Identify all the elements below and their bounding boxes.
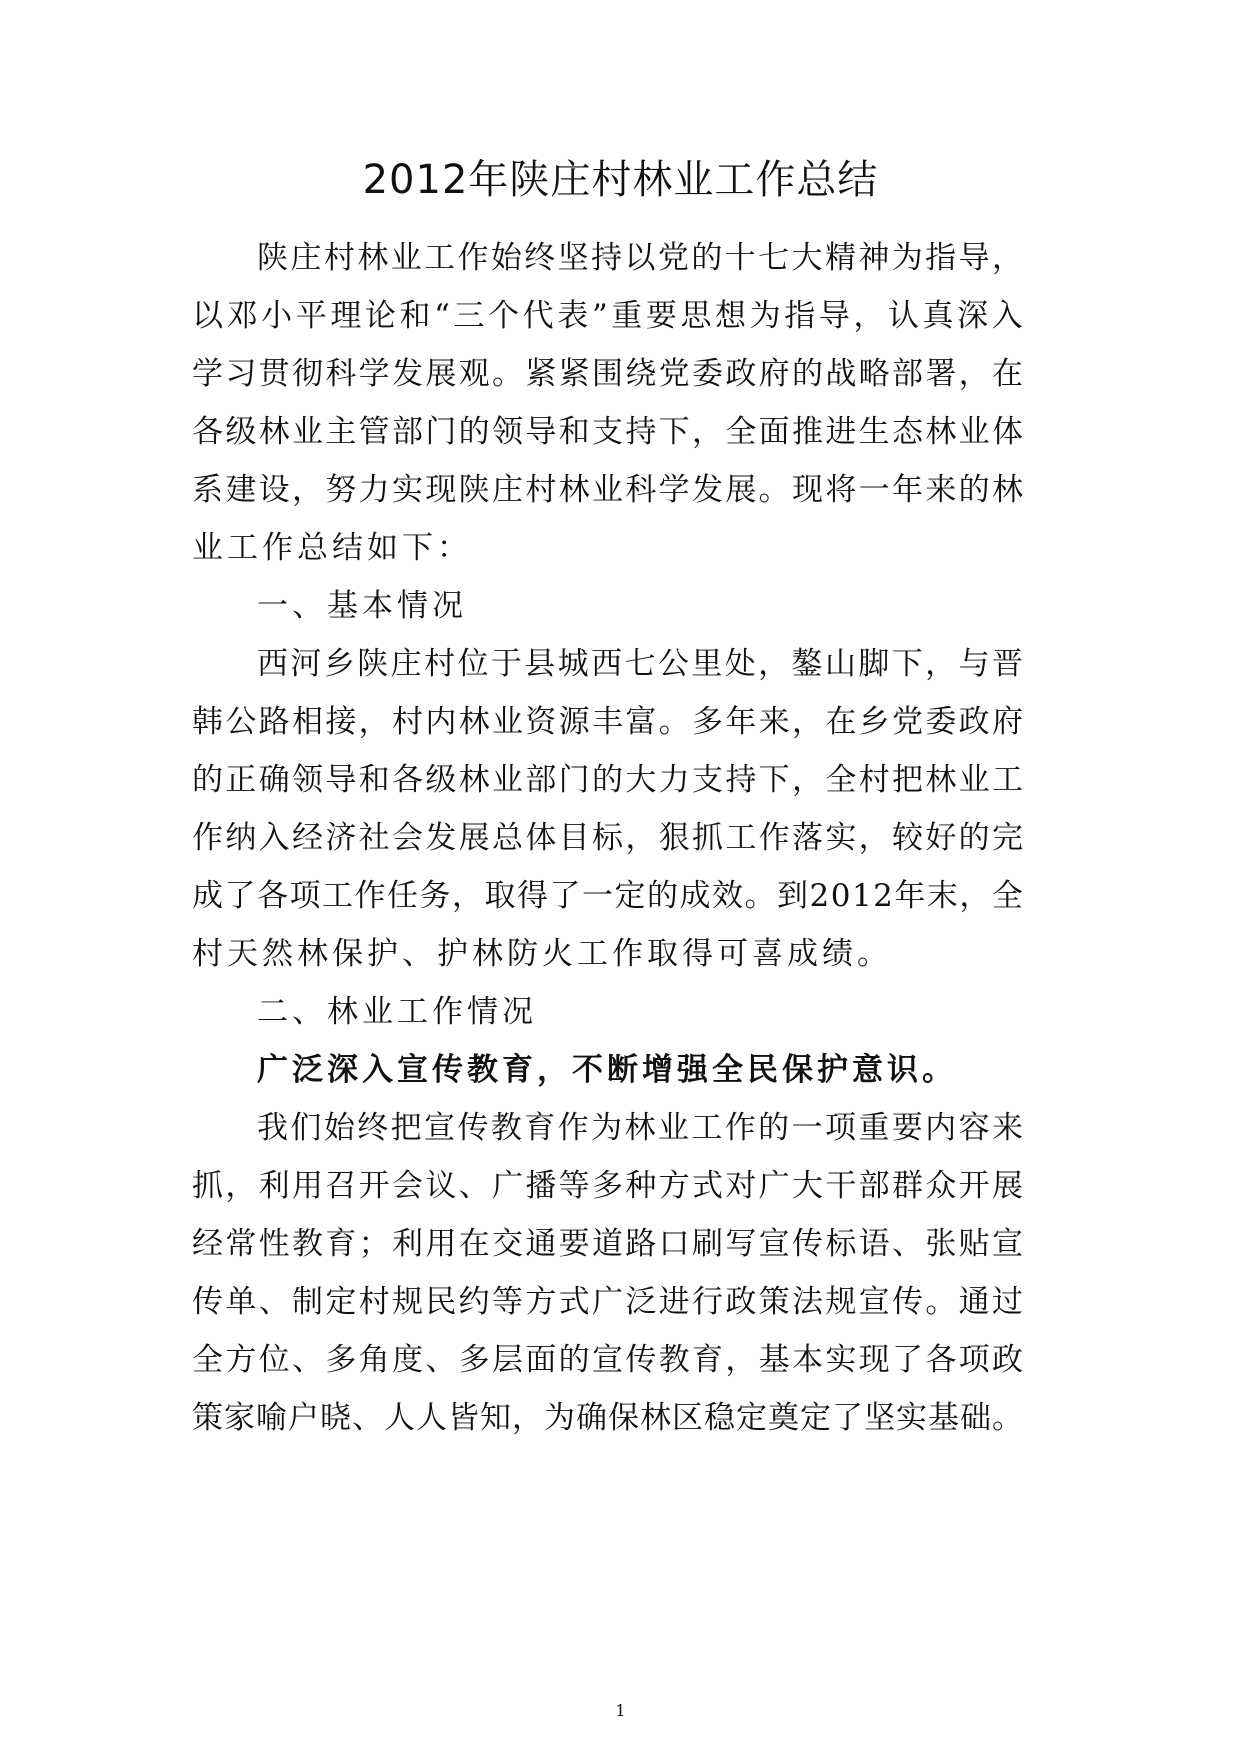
text-line: 的正确领导和各级林业部门的大力支持下，全村把林业工 xyxy=(192,762,1026,798)
text-line: 西河乡陕庄村位于县城西七公里处，鏊山脚下，与晋 xyxy=(257,646,1026,682)
section-heading: 二、林业工作情况 xyxy=(257,994,537,1030)
text-line: 陕庄村林业工作始终坚持以党的十七大精神为指导， xyxy=(257,240,1026,276)
text-line: 我们始终把宣传教育作为林业工作的一项重要内容来 xyxy=(257,1110,1026,1146)
page-number: 1 xyxy=(615,1701,626,1720)
text-line: 村天然林保护、护林防火工作取得可喜成绩。 xyxy=(192,936,892,972)
text-line: 成了各项工作任务，取得了一定的成效。到2012年末，全 xyxy=(192,878,1025,914)
text-line: 作纳入经济社会发展总体目标，狠抓工作落实，较好的完 xyxy=(192,820,1026,856)
text-line: 抓，利用召开会议、广播等多种方式对广大干部群众开展 xyxy=(192,1168,1026,1204)
text-line: 以邓小平理论和“三个代表”重要思想为指导，认真深入 xyxy=(192,298,1027,334)
text-line: 韩公路相接，村内林业资源丰富。多年来，在乡党委政府 xyxy=(192,704,1026,740)
text-line: 各级林业主管部门的领导和支持下，全面推进生态林业体 xyxy=(192,414,1026,450)
text-line: 经常性教育；利用在交通要道路口刷写宣传标语、张贴宣 xyxy=(192,1226,1026,1262)
text-line: 业工作总结如下： xyxy=(192,530,472,566)
text-line: 策家喻户晓、人人皆知，为确保林区稳定奠定了坚实基础。 xyxy=(192,1400,1024,1436)
text-line: 学习贯彻科学发展观。紧紧围绕党委政府的战略部署，在 xyxy=(192,356,1026,392)
text-line: 传单、制定村规民约等方式广泛进行政策法规宣传。通过 xyxy=(192,1284,1026,1320)
text-line: 全方位、多角度、多层面的宣传教育，基本实现了各项政 xyxy=(192,1342,1026,1378)
bold-subheading: 广泛深入宣传教育，不断增强全民保护意识。 xyxy=(257,1052,957,1088)
section-heading: 一、基本情况 xyxy=(257,588,467,624)
text-line: 系建设，努力实现陕庄村林业科学发展。现将一年来的林 xyxy=(192,472,1026,508)
document-title: 2012年陕庄村林业工作总结 xyxy=(362,157,879,203)
